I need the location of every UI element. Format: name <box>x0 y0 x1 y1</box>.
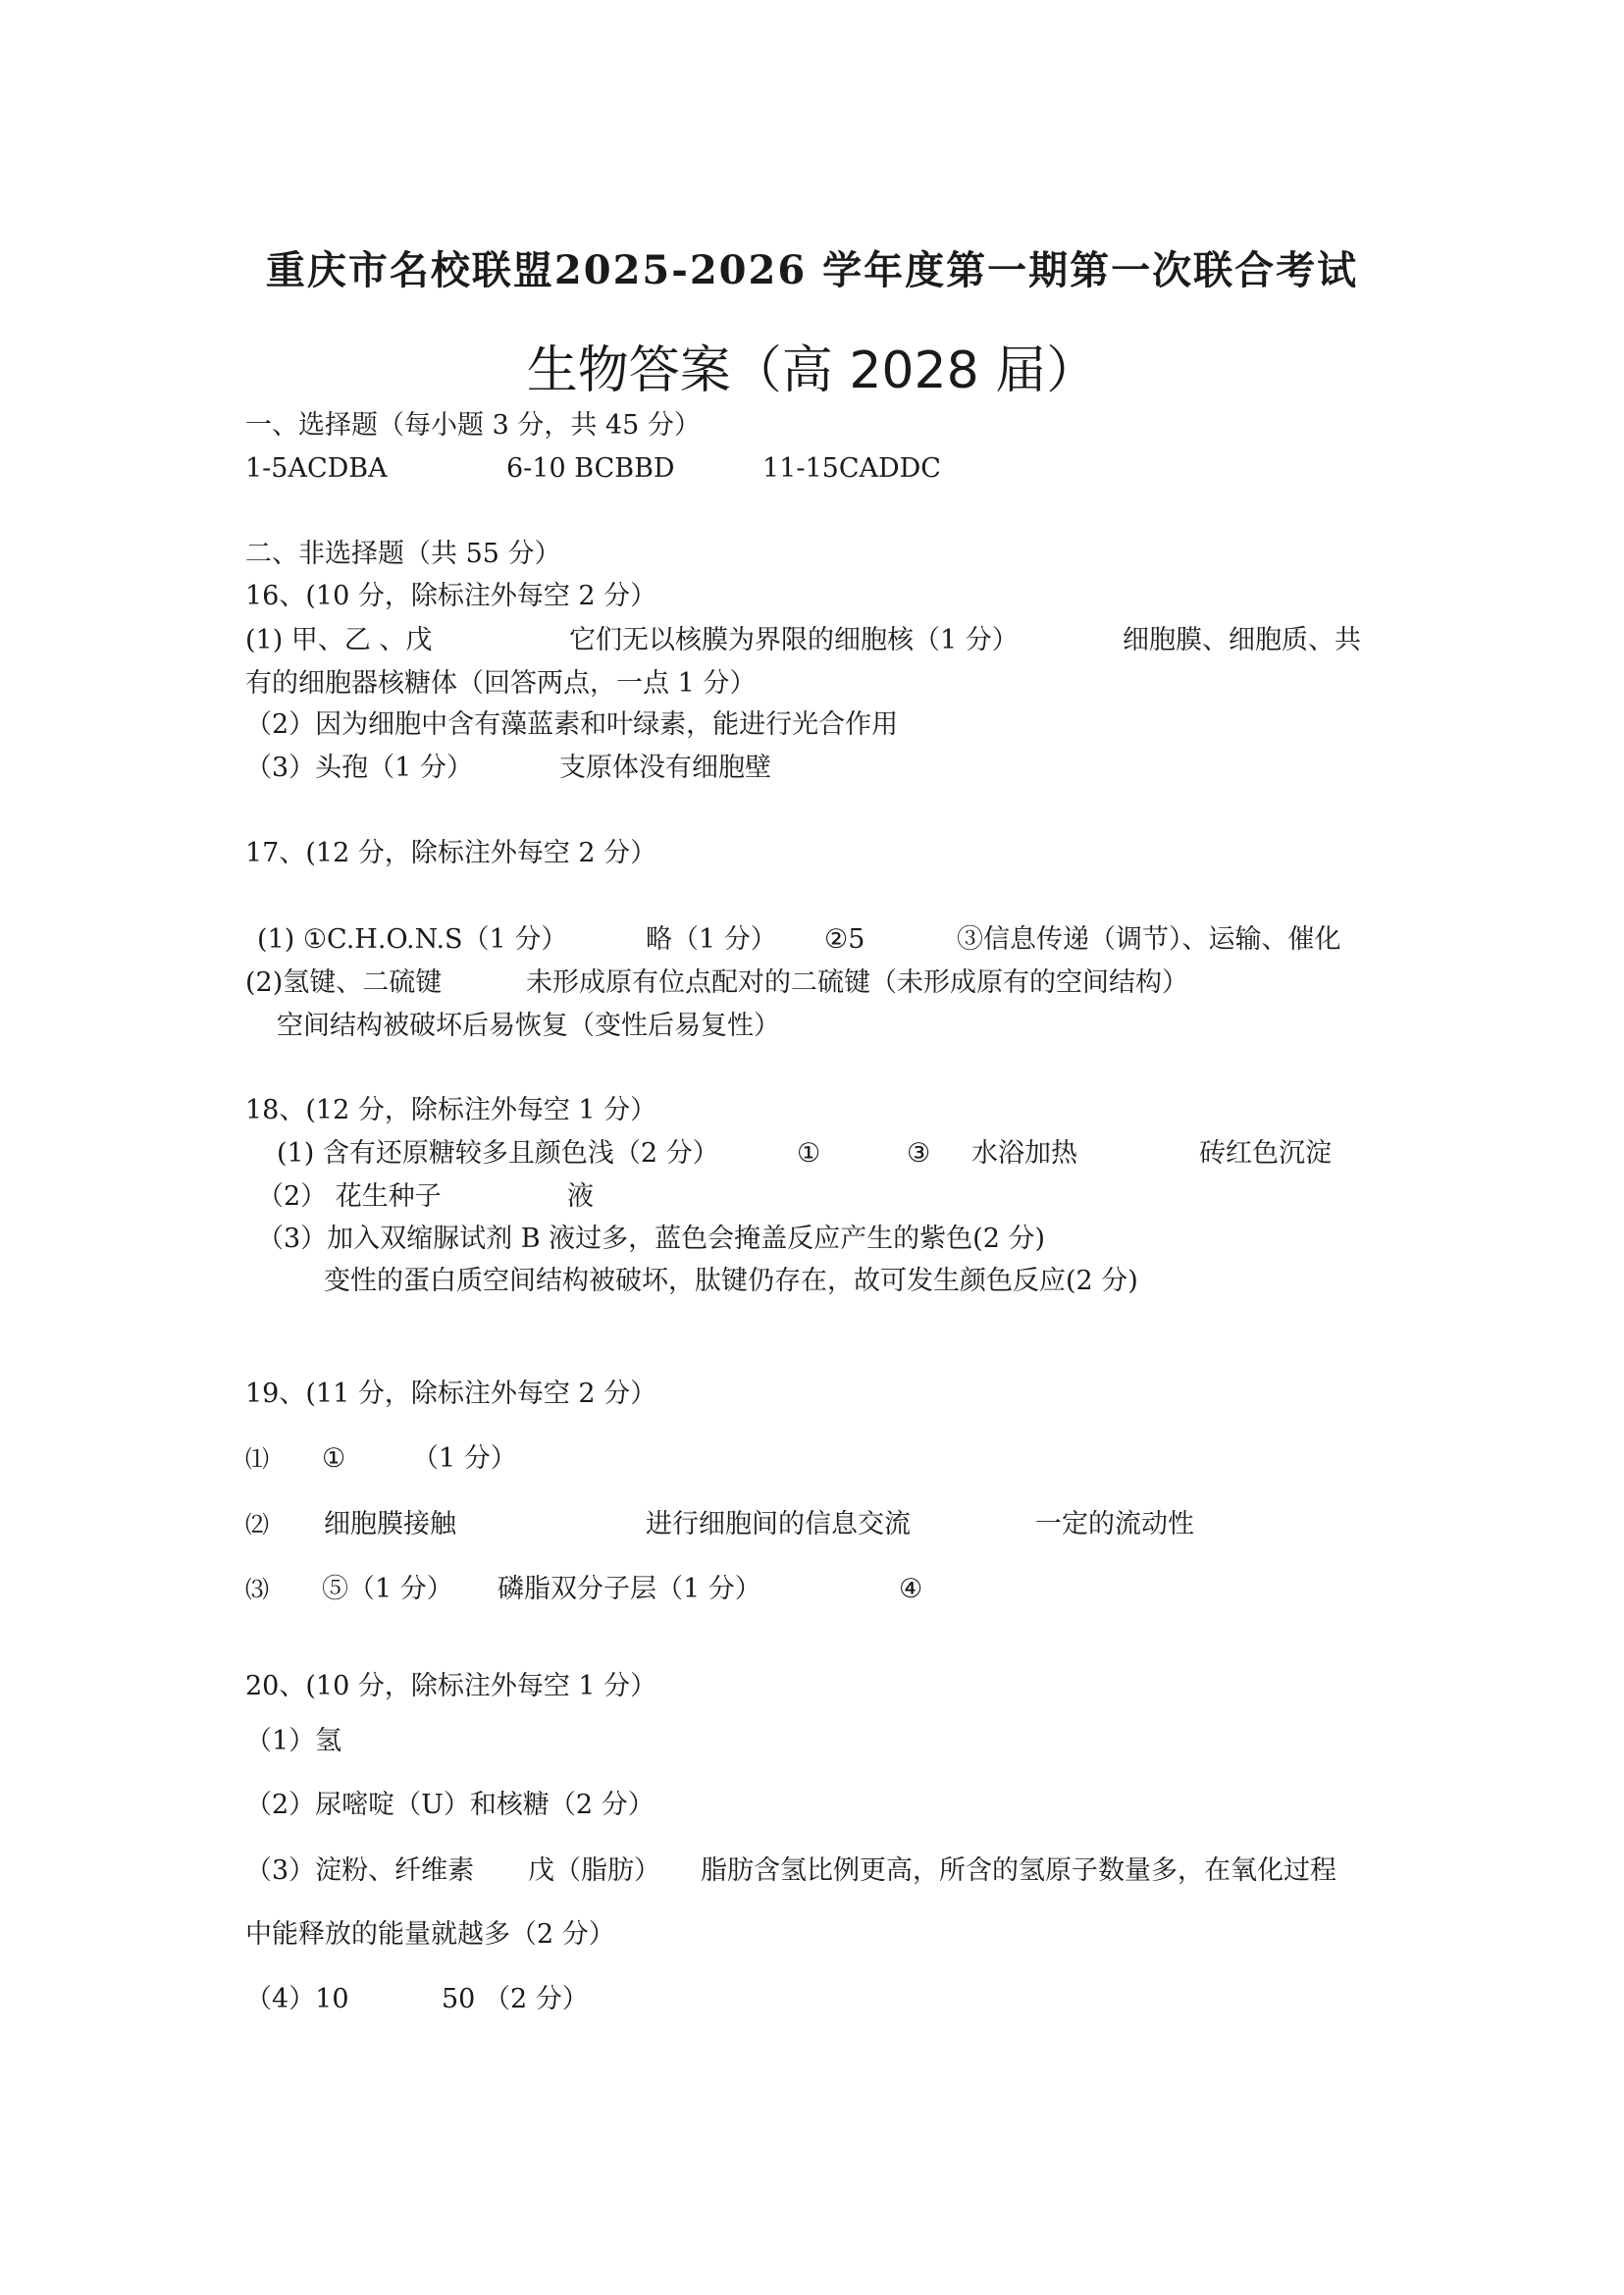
q20-part3-c: 脂肪含氢比例更高，所含的氢原子数量多，在氧化过程 <box>701 1855 1336 1886</box>
q20-part4-b: 50 （2 分） <box>442 1984 589 2014</box>
q19-part1-b: （1 分） <box>412 1443 517 1474</box>
q20-part3-d: 中能释放的能量就越多（2 分） <box>245 1919 615 1950</box>
q20-heading: 20、(10 分，除标注外每空 1 分） <box>245 1671 657 1701</box>
q19-part3-number: ⑶ <box>245 1576 269 1603</box>
q16-part1-a: (1) 甲、乙 、戊 <box>245 625 433 655</box>
q16-heading: 16、(10 分，除标注外每空 2 分） <box>245 581 657 611</box>
q17-part1-c: ②5 <box>824 924 865 955</box>
q19-part2-c: 一定的流动性 <box>1035 1509 1194 1539</box>
q19-part3-a: ⑤（1 分） <box>322 1574 453 1604</box>
q19-part1-a: ① <box>322 1443 346 1474</box>
exam-title: 重庆市名校联盟2025-2026 学年度第一期第一次联合考试 <box>265 247 1359 293</box>
q16-part1-b: 它们无以核膜为界限的细胞核（1 分） <box>569 625 1019 655</box>
section2-heading: 二、非选择题（共 55 分） <box>245 539 561 569</box>
q17-heading: 17、(12 分，除标注外每空 2 分） <box>245 838 657 868</box>
q19-part3-c: ④ <box>899 1574 923 1604</box>
exam-subtitle: 生物答案（高 2028 届） <box>526 341 1098 400</box>
q18-part2-b: 液 <box>567 1181 594 1212</box>
choice-answers-11-15: 11-15CADDC <box>762 453 941 484</box>
q18-heading: 18、(12 分，除标注外每空 1 分） <box>245 1095 657 1125</box>
section1-heading: 一、选择题（每小题 3 分，共 45 分） <box>245 410 701 441</box>
q19-part2-b: 进行细胞间的信息交流 <box>646 1509 911 1539</box>
q16-part2: （2）因为细胞中含有藻蓝素和叶绿素，能进行光合作用 <box>245 709 899 740</box>
q19-part2-a: 细胞膜接触 <box>324 1509 456 1539</box>
q16-part1-d: 有的细胞器核糖体（回答两点，一点 1 分） <box>245 668 757 699</box>
choice-answers-6-10: 6-10 BCBBD <box>506 453 675 484</box>
q20-part1: （1）氢 <box>245 1726 342 1756</box>
q19-heading: 19、(11 分，除标注外每空 2 分） <box>245 1379 657 1409</box>
q20-part3-b: 戊（脂肪） <box>528 1855 660 1886</box>
q16-part3-b: 支原体没有细胞壁 <box>559 753 771 783</box>
q19-part2-number: ⑵ <box>245 1511 269 1539</box>
q17-part2-a: (2)氢键、二硫键 <box>245 967 443 998</box>
q17-part1-a: (1) ①C.H.O.N.S（1 分） <box>257 924 568 955</box>
q18-part3-a: （3）加入双缩脲试剂 B 液过多，蓝色会掩盖反应产生的紫色(2 分) <box>257 1224 1046 1254</box>
q17-part2-b: 未形成原有位点配对的二硫键（未形成原有的空间结构） <box>526 967 1188 998</box>
q19-part1-number: ⑴ <box>245 1445 269 1473</box>
q17-part1-b: 略（1 分） <box>646 924 777 955</box>
choice-answers-1-5: 1-5ACDBA <box>245 453 388 484</box>
q17-part1-d: ③信息传递（调节）、运输、催化 <box>957 924 1341 955</box>
q18-part1-b: ① <box>797 1138 821 1169</box>
q16-part1-c: 细胞膜、细胞质、共 <box>1123 625 1361 655</box>
q20-part3-a: （3）淀粉、纤维素 <box>245 1855 475 1886</box>
q16-part3-a: （3）头孢（1 分） <box>245 753 473 783</box>
q18-part1-c: ③ <box>907 1138 931 1169</box>
q19-part3-b: 磷脂双分子层（1 分） <box>498 1574 761 1604</box>
q18-part1-a: (1) 含有还原糖较多且颜色浅（2 分） <box>277 1138 719 1169</box>
q20-part2: （2）尿嘧啶（U）和核糖（2 分） <box>245 1790 655 1820</box>
q18-part3-b: 变性的蛋白质空间结构被破坏，肽键仍存在，故可发生颜色反应(2 分) <box>324 1266 1138 1296</box>
q20-part4-a: （4）10 <box>245 1984 349 2014</box>
q18-part1-e: 砖红色沉淀 <box>1199 1138 1332 1169</box>
q17-part2-c: 空间结构被破坏后易恢复（变性后易复性） <box>277 1011 780 1041</box>
q18-part2-a: （2） 花生种子 <box>257 1181 442 1212</box>
q18-part1-d: 水浴加热 <box>971 1138 1077 1169</box>
